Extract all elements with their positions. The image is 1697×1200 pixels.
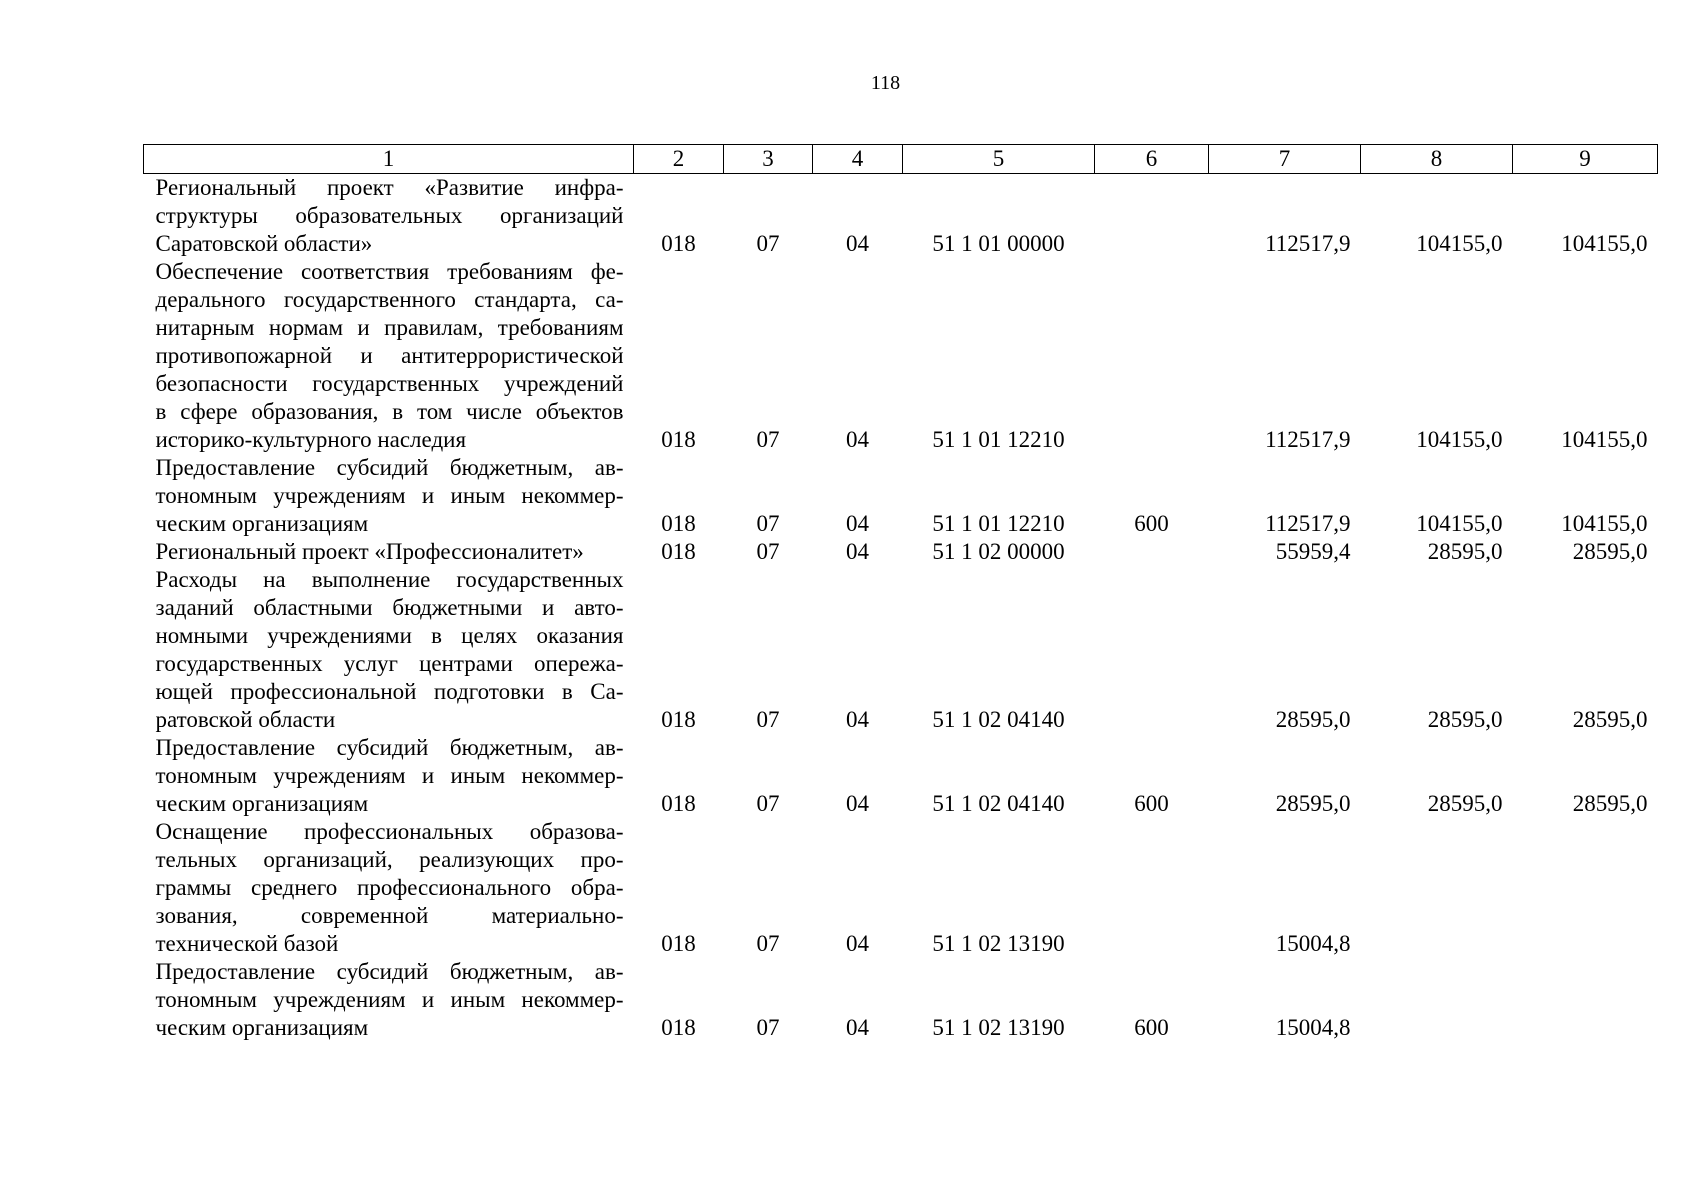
section-code: 07 — [756, 511, 780, 536]
target-article-code: 51 1 01 12210 — [932, 511, 1065, 536]
description-line: Региональный проект «Развитие инфра- — [155, 175, 624, 200]
expense-type-code — [1095, 538, 1209, 566]
column-header: 1 — [144, 145, 634, 174]
table-row — [144, 566, 1658, 734]
description-line: технической базой — [155, 931, 339, 956]
description-line: Предоставление субсидий бюджетным, ав- — [155, 455, 624, 480]
amount-col-8: 104155,0 — [1416, 231, 1503, 256]
amount-col-9: 28595,0 — [1572, 791, 1648, 816]
ministry-code: 018 — [661, 539, 696, 564]
row-description — [144, 566, 634, 734]
expense-type-code — [1095, 174, 1209, 259]
column-header: 3 — [724, 145, 813, 174]
expense-type-code — [1095, 566, 1209, 734]
expense-type-code — [1095, 258, 1209, 454]
column-header: 5 — [903, 145, 1095, 174]
subsection-code: 04 — [846, 427, 869, 452]
ministry-code: 018 — [661, 707, 696, 732]
description-line: Региональный проект «Профессионалитет» — [155, 539, 584, 564]
ministry-code: 018 — [661, 931, 696, 956]
column-header: 2 — [634, 145, 724, 174]
description-line: тономным учреждениям и иным некоммер- — [155, 763, 624, 788]
description-line: тономным учреждениям и иным некоммер- — [155, 483, 624, 508]
section-code: 07 — [756, 1015, 780, 1040]
ministry-code: 018 — [661, 511, 696, 536]
description-line: Предоставление субсидий бюджетным, ав- — [155, 735, 624, 760]
column-header: 7 — [1209, 145, 1361, 174]
amount-col-9: 104155,0 — [1561, 511, 1648, 536]
subsection-code: 04 — [846, 511, 869, 536]
expense-type-code: 600 — [1134, 1015, 1169, 1040]
target-article-code: 51 1 01 12210 — [932, 427, 1065, 452]
description-line: тономным учреждениям и иным некоммер- — [155, 987, 624, 1012]
expense-type-code: 600 — [1134, 791, 1169, 816]
amount-col-7: 112517,9 — [1265, 427, 1351, 452]
target-article-code: 51 1 02 00000 — [932, 539, 1065, 564]
description-line: ратовской области — [155, 707, 336, 732]
description-line: структуры образовательных организаций — [155, 203, 624, 228]
amount-col-8: 28595,0 — [1427, 707, 1503, 732]
ministry-code: 018 — [661, 427, 696, 452]
description-line: номными учреждениями в целях оказания — [155, 623, 624, 648]
row-description — [144, 734, 634, 818]
subsection-code: 04 — [846, 931, 869, 956]
amount-col-8: 104155,0 — [1416, 511, 1503, 536]
description-line: безопасности государственных учреждений — [155, 371, 624, 396]
column-header: 9 — [1513, 145, 1658, 174]
description-line: историко-культурного наследия — [155, 427, 467, 452]
section-code: 07 — [756, 539, 780, 564]
subsection-code: 04 — [846, 1015, 869, 1040]
target-article-code: 51 1 02 13190 — [932, 1015, 1065, 1040]
table-header-row — [144, 145, 1658, 174]
amount-col-9: 104155,0 — [1561, 427, 1648, 452]
amount-col-7: 112517,9 — [1265, 511, 1351, 536]
description-line: дерального государственного стандарта, са- — [155, 287, 624, 312]
amount-col-7: 15004,8 — [1275, 931, 1351, 956]
row-description — [144, 454, 634, 538]
target-article-code: 51 1 02 04140 — [932, 707, 1065, 732]
description-line: ческим организациям — [155, 511, 369, 536]
section-code: 07 — [756, 231, 780, 256]
table-row — [144, 958, 1658, 1042]
row-description — [144, 174, 634, 259]
description-line: граммы среднего профессионального обра- — [155, 875, 624, 900]
description-line: Оснащение профессиональных образова- — [155, 819, 624, 844]
amount-col-9: 28595,0 — [1572, 707, 1648, 732]
section-code: 07 — [756, 707, 780, 732]
amount-col-8: 104155,0 — [1416, 427, 1503, 452]
table-row — [144, 538, 1658, 566]
description-line: Предоставление субсидий бюджетным, ав- — [155, 959, 624, 984]
description-line: заданий областными бюджетными и авто- — [155, 595, 624, 620]
description-line: нитарным нормам и правилам, требованиям — [155, 315, 624, 340]
amount-col-8: 28595,0 — [1427, 791, 1503, 816]
description-line: Саратовской области» — [155, 231, 373, 256]
amount-col-9 — [1513, 818, 1658, 958]
amount-col-7: 112517,9 — [1265, 231, 1351, 256]
description-line: тельных организаций, реализующих про- — [155, 847, 624, 872]
description-line: ющей профессиональной подготовки в Са- — [155, 679, 624, 704]
table-row — [144, 454, 1658, 538]
column-header: 4 — [813, 145, 903, 174]
amount-col-9 — [1513, 958, 1658, 1042]
amount-col-9: 104155,0 — [1561, 231, 1648, 256]
amount-col-9: 28595,0 — [1572, 539, 1648, 564]
section-code: 07 — [756, 427, 780, 452]
amount-col-7: 15004,8 — [1275, 1015, 1351, 1040]
row-description — [144, 258, 634, 454]
ministry-code: 018 — [661, 791, 696, 816]
description-line: Расходы на выполнение государственных — [155, 567, 624, 592]
ministry-code: 018 — [661, 231, 696, 256]
description-line: ческим организациям — [155, 1015, 369, 1040]
subsection-code: 04 — [846, 707, 869, 732]
row-description — [144, 818, 634, 958]
table-row — [144, 734, 1658, 818]
ministry-code: 018 — [661, 1015, 696, 1040]
section-code: 07 — [756, 931, 780, 956]
expense-type-code: 600 — [1134, 511, 1169, 536]
description-line: противопожарной и антитеррористической — [155, 343, 624, 368]
description-line: в сфере образования, в том числе объектов — [155, 399, 624, 424]
description-line: Обеспечение соответствия требованиям фе- — [155, 259, 624, 284]
table-row — [144, 174, 1658, 259]
description-line: государственных услуг центрами опережа- — [155, 651, 624, 676]
expense-type-code — [1095, 818, 1209, 958]
amount-col-8: 28595,0 — [1427, 539, 1503, 564]
subsection-code: 04 — [846, 231, 869, 256]
target-article-code: 51 1 02 04140 — [932, 791, 1065, 816]
section-code: 07 — [756, 791, 780, 816]
budget-table — [143, 144, 1658, 1042]
description-line: зования, современной материально- — [155, 903, 624, 928]
amount-col-7: 28595,0 — [1275, 707, 1351, 732]
page-number: 118 — [870, 72, 901, 94]
description-line: ческим организациям — [155, 791, 369, 816]
column-header: 6 — [1095, 145, 1209, 174]
amount-col-7: 55959,4 — [1275, 539, 1351, 564]
target-article-code: 51 1 02 13190 — [932, 931, 1065, 956]
amount-col-8 — [1361, 818, 1513, 958]
row-description — [144, 958, 634, 1042]
amount-col-7: 28595,0 — [1275, 791, 1351, 816]
amount-col-8 — [1361, 958, 1513, 1042]
row-description — [144, 538, 634, 566]
target-article-code: 51 1 01 00000 — [932, 231, 1065, 256]
subsection-code: 04 — [846, 539, 869, 564]
subsection-code: 04 — [846, 791, 869, 816]
table-row — [144, 258, 1658, 454]
column-header: 8 — [1361, 145, 1513, 174]
table-row — [144, 818, 1658, 958]
